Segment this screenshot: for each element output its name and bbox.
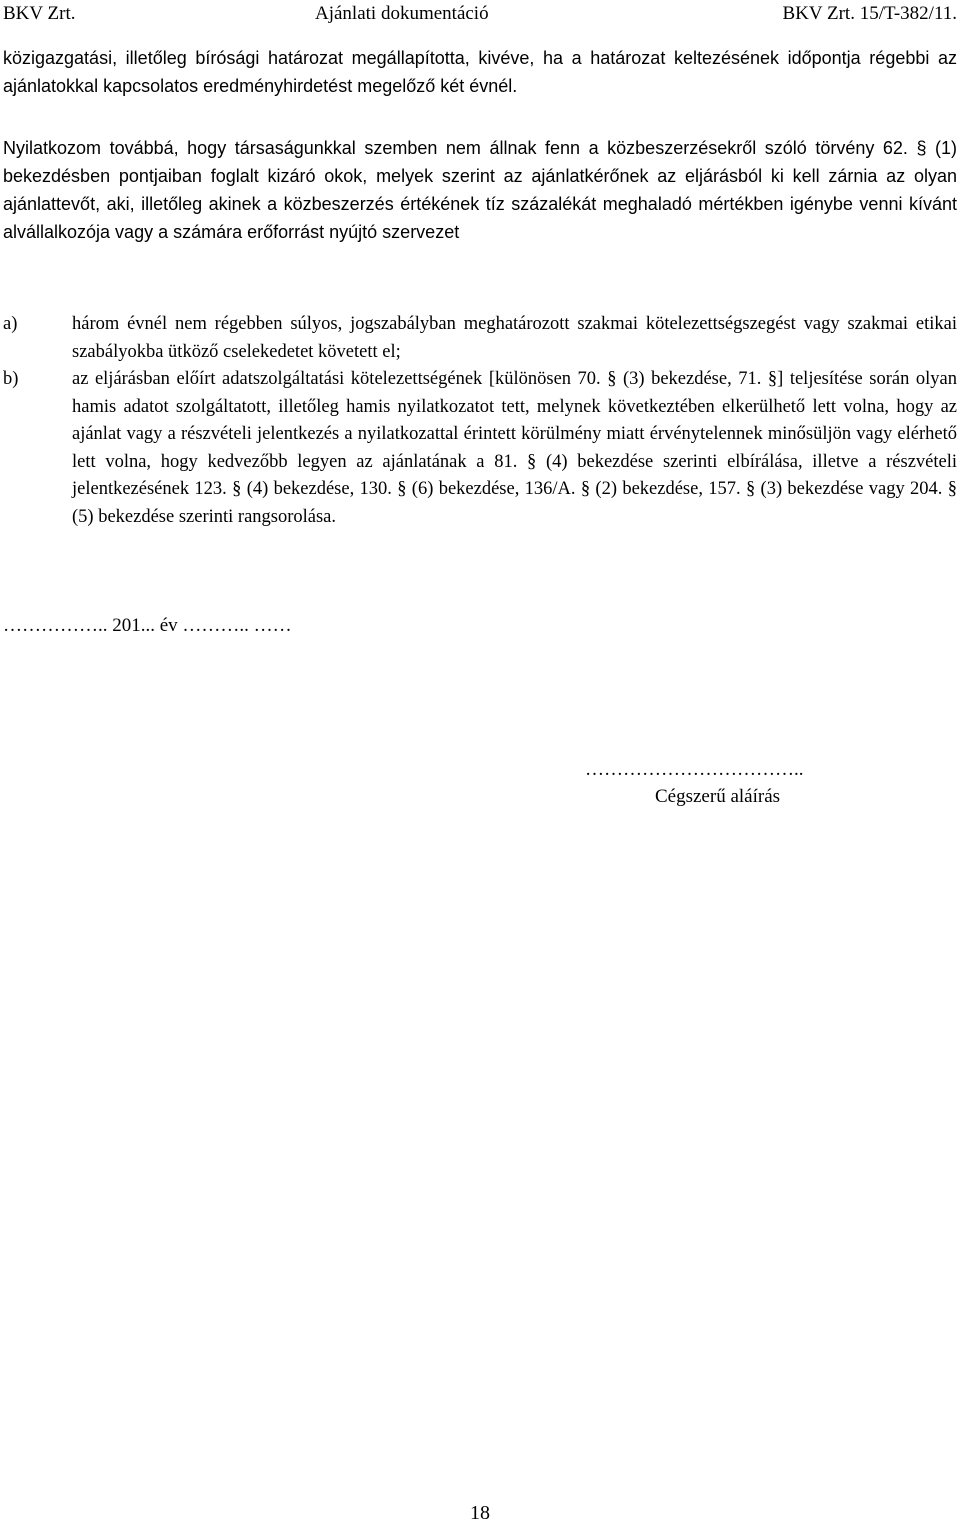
page-number: 18	[470, 1502, 490, 1524]
list-marker: a)	[3, 314, 18, 334]
list-item-text: három évnél nem régebben súlyos, jogszabályban meghatározott szakmai kötelezettségszegést vagy szakmai etikai szabályokba ütköző cselekedetet követett el;	[72, 314, 957, 362]
list-item-a	[3, 311, 957, 366]
page-header	[0, 0, 960, 30]
header-company: BKV Zrt.	[3, 3, 76, 24]
signature-label: Cégszerű aláírás	[655, 786, 781, 807]
paragraph-continuation: közigazgatási, illetőleg bírósági határozat megállapította, kivéve, ha a határozat keltezésének időpontja régebbi az ajánlatokkal kapcsolatos eredményhirdetést megelőző két évnél.	[3, 48, 957, 96]
paragraph-declaration: Nyilatkozom továbbá, hogy társaságunkkal szemben nem állnak fenn a közbeszerzésekről szóló törvény 62. § (1) bekezdésben pontjaiban foglalt kizáró okok, melyek szerint az ajánlatkérőnek az eljárásból ki kell zárnia az olyan ajánlattevőt, aki, illetőleg akinek a közbeszerzés értékének tíz százalékát meghaladó mértékben igénybe venni kívánt alvállalkozója vagy a számára erőforrást nyújtó szervezet	[3, 138, 957, 242]
header-reference-number: BKV Zrt. 15/T-382/11.	[782, 3, 957, 24]
signature-line: ……………………………..	[585, 759, 804, 780]
date-placeholder-line: …………….. 201... év ……….. ……	[3, 615, 292, 636]
list-item-text: az eljárásban előírt adatszolgáltatási kötelezettségének [különösen 70. § (3) bekezdése, 71. §] teljesítése során olyan hamis adatot szolgáltatott, illetőleg hamis nyilatkozatot tett, melynek következtében elkerülhető lett volna, hogy az ajánlat vagy a részvételi jelentkezés a nyilatkozattal érintett körülmény miatt érvénytelennek minősüljön vagy elérhető lett volna, hogy kedvezőbb legyen az ajánlatának a 81. § (4) bekezdése szerinti elbírálása, illetve a részvételi jelentkezésének 123. § (4) bekezdése, 130. § (6) bekezdése, 136/A. § (2) bekezdése, 157. § (3) bekezdése vagy 204. § (5) bekezdése szerinti rangsorolása.	[72, 369, 957, 527]
list-item-b	[3, 366, 957, 531]
list-marker: b)	[3, 369, 19, 389]
exclusion-reasons-list	[3, 311, 957, 531]
header-document-title: Ajánlati dokumentáció	[315, 3, 489, 24]
